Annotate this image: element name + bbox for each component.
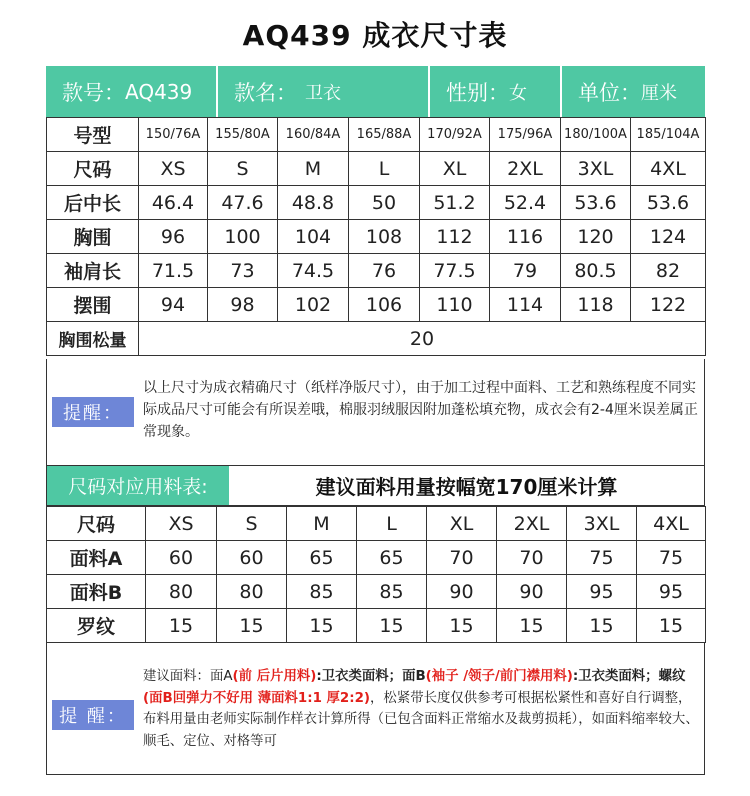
- table-cell: XS: [139, 152, 208, 186]
- table-cell: 2XL: [490, 152, 561, 186]
- table-cell: 53.6: [561, 186, 631, 220]
- table-cell: 15: [217, 609, 287, 643]
- row-label: 尺码: [47, 507, 146, 541]
- table-cell: 94: [139, 288, 208, 322]
- table-cell: 80.5: [561, 254, 631, 288]
- row-label: 摆围: [47, 288, 139, 322]
- table-cell: 95: [637, 575, 706, 609]
- table-cell: 112: [420, 220, 490, 254]
- table-row: [47, 288, 706, 322]
- table-cell: 15: [637, 609, 706, 643]
- ease-value: 20: [139, 322, 706, 356]
- row-label: 胸围松量: [47, 322, 139, 356]
- table-cell: 110: [420, 288, 490, 322]
- name-value: 卫衣: [305, 82, 341, 104]
- table-cell: S: [208, 152, 278, 186]
- header-band: [46, 66, 705, 117]
- table-cell: 96: [139, 220, 208, 254]
- table-cell: 116: [490, 220, 561, 254]
- table-cell: 3XL: [561, 152, 631, 186]
- table-cell: 47.6: [208, 186, 278, 220]
- fabric-reminder-box: [46, 642, 705, 775]
- table-cell: 90: [497, 575, 567, 609]
- table-cell: 3XL: [567, 507, 637, 541]
- reminder-text: 以上尺寸为成衣精确尺寸（纸样净版尺寸），由于加工过程中面料、工艺和熟练程度不同实际成品尺寸可能会有所误差哦，棉服羽绒服因附加蓬松填充物，成衣会有2-4厘米误差属正常现象。: [143, 380, 698, 440]
- table-cell: S: [217, 507, 287, 541]
- table-cell: 65: [287, 541, 357, 575]
- name-label: 款名：: [234, 80, 297, 105]
- table-cell: 46.4: [139, 186, 208, 220]
- table-row: [47, 322, 706, 356]
- table-cell: 15: [427, 609, 497, 643]
- table-cell: 15: [567, 609, 637, 643]
- gender-cell: [430, 66, 562, 117]
- highlight-segment: (袖子 /领子/前门襟用料): [425, 669, 573, 684]
- text-segment: 建议面料：面A: [143, 669, 233, 684]
- table-row: [47, 575, 706, 609]
- table-cell: 85: [287, 575, 357, 609]
- table-cell: XL: [420, 152, 490, 186]
- text-segment: :卫衣类面料；面B: [316, 669, 426, 684]
- row-label: 胸围: [47, 220, 139, 254]
- table-cell: 114: [490, 288, 561, 322]
- table-cell: 175/96A: [490, 118, 561, 152]
- table-cell: 70: [497, 541, 567, 575]
- table-cell: 185/104A: [631, 118, 706, 152]
- table-cell: 60: [217, 541, 287, 575]
- table-cell: M: [278, 152, 349, 186]
- highlight-segment: (面B回弹力不好用 薄面料1:1 厚2:2): [143, 690, 371, 706]
- highlight-segment: (前 后片用料): [232, 669, 317, 684]
- table-cell: L: [349, 152, 420, 186]
- table-row: [47, 186, 706, 220]
- table-cell: 80: [146, 575, 217, 609]
- fabric-reminder-text: [143, 666, 701, 752]
- table-cell: 160/84A: [278, 118, 349, 152]
- table-cell: 70: [427, 541, 497, 575]
- table-cell: 118: [561, 288, 631, 322]
- table-cell: 50: [349, 186, 420, 220]
- table-cell: 52.4: [490, 186, 561, 220]
- table-cell: 155/80A: [208, 118, 278, 152]
- table-cell: 15: [497, 609, 567, 643]
- table-row: [47, 152, 706, 186]
- table-cell: 165/88A: [349, 118, 420, 152]
- table-cell: 75: [637, 541, 706, 575]
- table-cell: 100: [208, 220, 278, 254]
- table-cell: XS: [146, 507, 217, 541]
- row-label: 尺码: [47, 152, 139, 186]
- table-cell: 85: [357, 575, 427, 609]
- name-cell: [218, 66, 430, 117]
- gender-value: 女: [509, 82, 527, 104]
- table-cell: 65: [357, 541, 427, 575]
- table-cell: 4XL: [631, 152, 706, 186]
- table-cell: 75: [567, 541, 637, 575]
- table-cell: 95: [567, 575, 637, 609]
- table-cell: 106: [349, 288, 420, 322]
- table-cell: 53.6: [631, 186, 706, 220]
- item-no-cell: [46, 66, 218, 117]
- fabric-section-label: 尺码对应用料表:: [47, 466, 229, 505]
- table-cell: 74.5: [278, 254, 349, 288]
- fabric-table: [46, 506, 706, 643]
- table-cell: 76: [349, 254, 420, 288]
- table-cell: 102: [278, 288, 349, 322]
- table-row: [47, 220, 706, 254]
- table-cell: 60: [146, 541, 217, 575]
- table-cell: L: [357, 507, 427, 541]
- gender-label: 性别：: [446, 80, 509, 105]
- text-segment: :卫衣类面料；螺纹: [572, 669, 686, 684]
- table-cell: 170/92A: [420, 118, 490, 152]
- unit-label: 单位：: [578, 80, 641, 105]
- table-cell: 48.8: [278, 186, 349, 220]
- table-cell: 71.5: [139, 254, 208, 288]
- table-row: [47, 507, 706, 541]
- table-cell: 15: [146, 609, 217, 643]
- unit-cell: [562, 66, 705, 117]
- fabric-section-header: [46, 466, 705, 506]
- row-label: 面料A: [47, 541, 146, 575]
- table-cell: 98: [208, 288, 278, 322]
- table-cell: XL: [427, 507, 497, 541]
- row-label: 后中长: [47, 186, 139, 220]
- table-cell: 2XL: [497, 507, 567, 541]
- table-cell: 150/76A: [139, 118, 208, 152]
- unit-value: 厘米: [641, 82, 677, 104]
- table-cell: 73: [208, 254, 278, 288]
- table-row: [47, 118, 706, 152]
- reminder-box: [46, 359, 705, 466]
- row-label: 袖肩长: [47, 254, 139, 288]
- row-label: 号型: [47, 118, 139, 152]
- table-cell: 79: [490, 254, 561, 288]
- item-no-label: 款号：: [62, 80, 125, 105]
- reminder-tag: 提醒：: [52, 397, 134, 427]
- table-cell: 108: [349, 220, 420, 254]
- table-cell: 120: [561, 220, 631, 254]
- text-segment: ，松紧带长度仅供参考可根据松紧性和喜好自行调整，布料用量由老师实际制作样衣计算所得（已包含面料正常缩水及裁剪损耗），如面料缩率较大、顺毛、定位、对格等可: [143, 690, 699, 749]
- size-table: [46, 117, 706, 356]
- table-cell: M: [287, 507, 357, 541]
- table-cell: 51.2: [420, 186, 490, 220]
- table-cell: 82: [631, 254, 706, 288]
- row-label: 面料B: [47, 575, 146, 609]
- table-cell: 4XL: [637, 507, 706, 541]
- table-cell: 15: [357, 609, 427, 643]
- table-row: [47, 541, 706, 575]
- table-cell: 124: [631, 220, 706, 254]
- table-cell: 90: [427, 575, 497, 609]
- table-cell: 104: [278, 220, 349, 254]
- table-row: [47, 609, 706, 643]
- fabric-reminder-tag: 提 醒：: [52, 700, 134, 730]
- fabric-section-note: 建议面料用量按幅宽170厘米计算: [315, 475, 618, 499]
- table-cell: 15: [287, 609, 357, 643]
- row-label: 罗纹: [47, 609, 146, 643]
- table-cell: 77.5: [420, 254, 490, 288]
- table-cell: 180/100A: [561, 118, 631, 152]
- table-row: [47, 254, 706, 288]
- table-cell: 122: [631, 288, 706, 322]
- item-no-value: AQ439: [125, 79, 193, 104]
- page-title: AQ439 成衣尺寸表: [242, 19, 508, 52]
- table-cell: 80: [217, 575, 287, 609]
